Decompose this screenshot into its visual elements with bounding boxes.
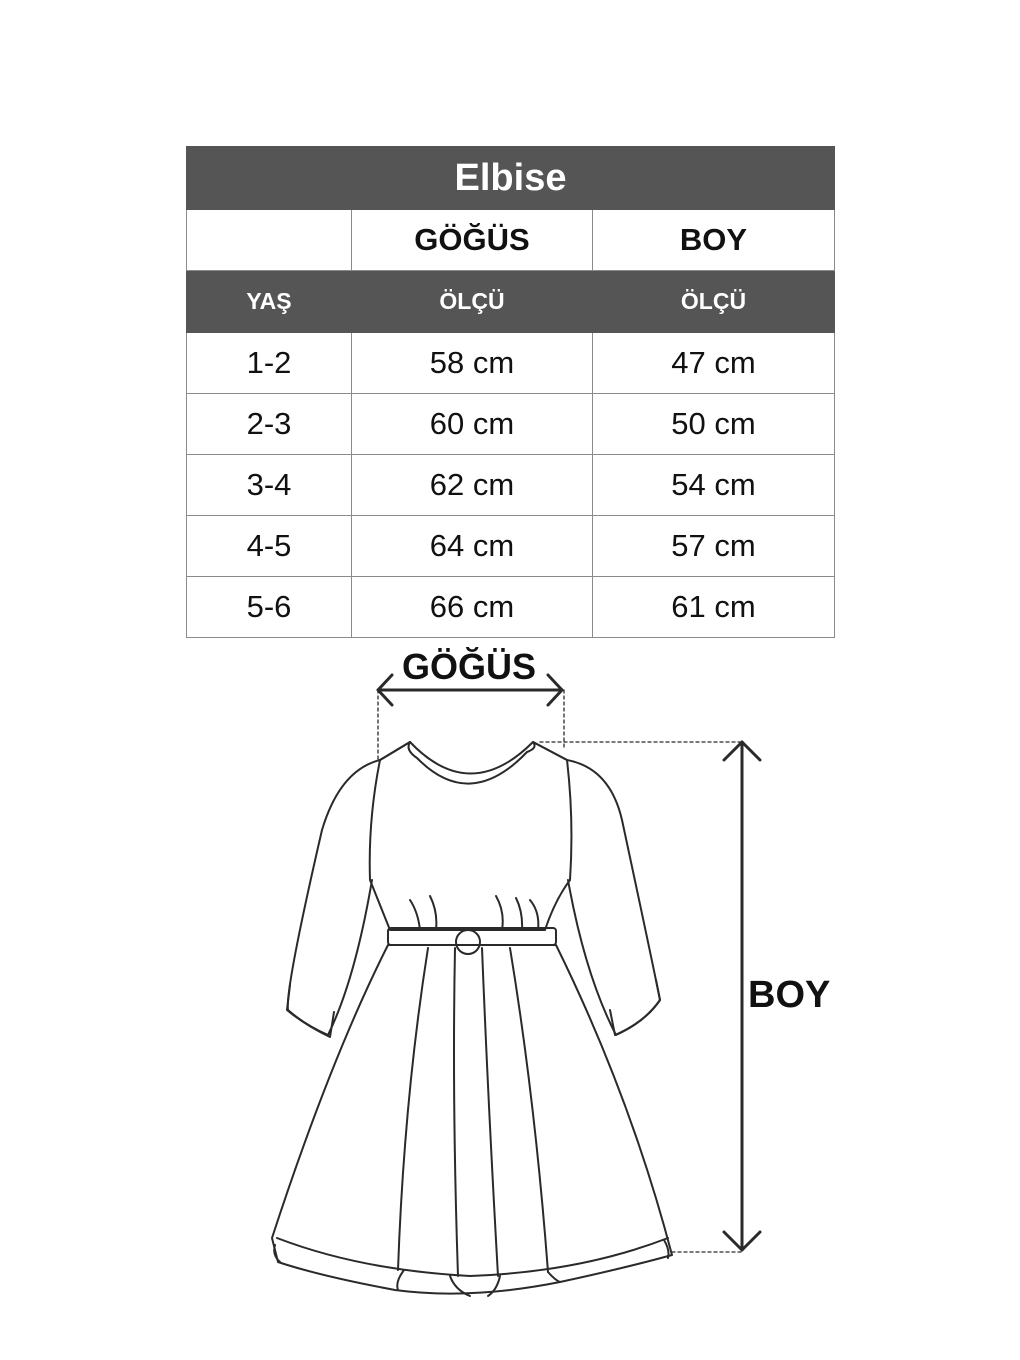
- measure-header-chest: GÖĞÜS: [352, 210, 593, 271]
- dress-outline: [272, 742, 672, 1296]
- length-label: BOY: [748, 974, 831, 1016]
- chest-cell: 58 cm: [352, 333, 593, 394]
- chest-label: GÖĞÜS: [402, 646, 537, 687]
- unit-header-chest: ÖLÇÜ: [352, 271, 593, 333]
- measure-header-length: BOY: [593, 210, 835, 271]
- age-cell: 3-4: [187, 455, 352, 516]
- chest-cell: 66 cm: [352, 577, 593, 638]
- length-cell: 54 cm: [593, 455, 835, 516]
- age-cell: 4-5: [187, 516, 352, 577]
- unit-header-length: ÖLÇÜ: [593, 271, 835, 333]
- length-cell: 61 cm: [593, 577, 835, 638]
- unit-header-age: YAŞ: [187, 271, 352, 333]
- age-cell: 1-2: [187, 333, 352, 394]
- chest-guide-lines: [378, 690, 564, 760]
- age-cell: 2-3: [187, 394, 352, 455]
- length-cell: 50 cm: [593, 394, 835, 455]
- length-cell: 57 cm: [593, 516, 835, 577]
- chest-cell: 64 cm: [352, 516, 593, 577]
- length-cell: 47 cm: [593, 333, 835, 394]
- chest-cell: 60 cm: [352, 394, 593, 455]
- age-cell: 5-6: [187, 577, 352, 638]
- chest-cell: 62 cm: [352, 455, 593, 516]
- table-title: Elbise: [187, 147, 835, 210]
